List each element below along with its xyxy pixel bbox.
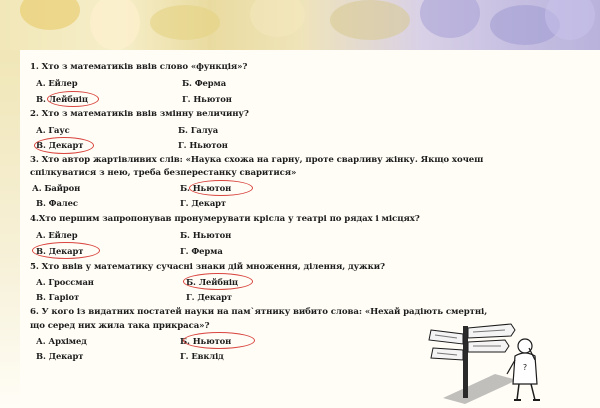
question-6: 6. У кого із видатних постатей науки на пам`ятнику вибито слова: «Нехай радіють смертні, — [30, 307, 488, 317]
q6-option-d: Г. Евклід — [180, 351, 224, 361]
q2-option-a: А. Гаус — [36, 125, 70, 135]
q1-option-c: В. Лейбніц — [36, 94, 88, 104]
q4-option-c: В. Декарт — [36, 246, 84, 256]
q4-option-d: Г. Ферма — [180, 246, 223, 256]
question-3: 3. Хто автор жартівливих слів: «Наука схожа на гарну, проте сварливу жінку. Якщо хочеш — [30, 155, 484, 165]
answer-circle — [34, 137, 94, 154]
question-1: 1. Хто з математиків ввів слово «функція»? — [30, 62, 248, 72]
q2-option-d: Г. Ньютон — [178, 140, 228, 150]
q4-option-a: А. Ейлер — [36, 230, 78, 240]
q2-option-c: В. Декарт — [36, 140, 84, 150]
question-4: 4.Хто першим запропонував пронумерувати крісла у театрі по рядах і місцях? — [30, 214, 420, 224]
q4-option-b: Б. Ньютон — [180, 230, 232, 240]
signpost-illustration — [425, 318, 555, 404]
q5-option-b: Б. Лейбніц — [186, 277, 239, 287]
question-2: 2. Хто з математиків ввів змінну величину? — [30, 109, 249, 119]
q5-option-a: А. Гроссман — [36, 277, 94, 287]
question-3-line-2: спілкуватися з нею, треба безперестанку сваритися» — [30, 168, 297, 178]
q3-option-b: Б. Ньютон — [180, 183, 232, 193]
question-5: 5. Хто ввів у математику сучасні знаки дій множення, ділення, дужки? — [30, 262, 385, 272]
q3-option-c: В. Фалес — [36, 198, 78, 208]
signpost-drawing — [425, 318, 555, 404]
q1-option-a: А. Ейлер — [36, 78, 78, 88]
q1-option-b: Б. Ферма — [182, 78, 227, 88]
answer-circle — [183, 332, 255, 349]
answer-circle — [183, 273, 253, 290]
question-6-line-2: що серед них жила така прикраса»? — [30, 321, 210, 331]
q5-option-d: Г. Декарт — [186, 292, 233, 302]
q1-option-d: Г. Ньютон — [182, 94, 232, 104]
q6-option-a: А. Архімед — [36, 336, 87, 346]
q6-option-c: В. Декарт — [36, 351, 84, 361]
q5-option-c: В. Гаріот — [36, 292, 80, 302]
answer-circle — [47, 91, 99, 107]
q3-option-d: Г. Декарт — [180, 198, 227, 208]
q6-option-b: Б. Ньютон — [180, 336, 232, 346]
svg-text:?: ? — [522, 363, 528, 372]
q2-option-b: Б. Галуа — [178, 125, 219, 135]
answer-circle — [189, 180, 253, 196]
q3-option-a: А. Байрон — [32, 183, 81, 193]
answer-circle — [32, 242, 100, 259]
